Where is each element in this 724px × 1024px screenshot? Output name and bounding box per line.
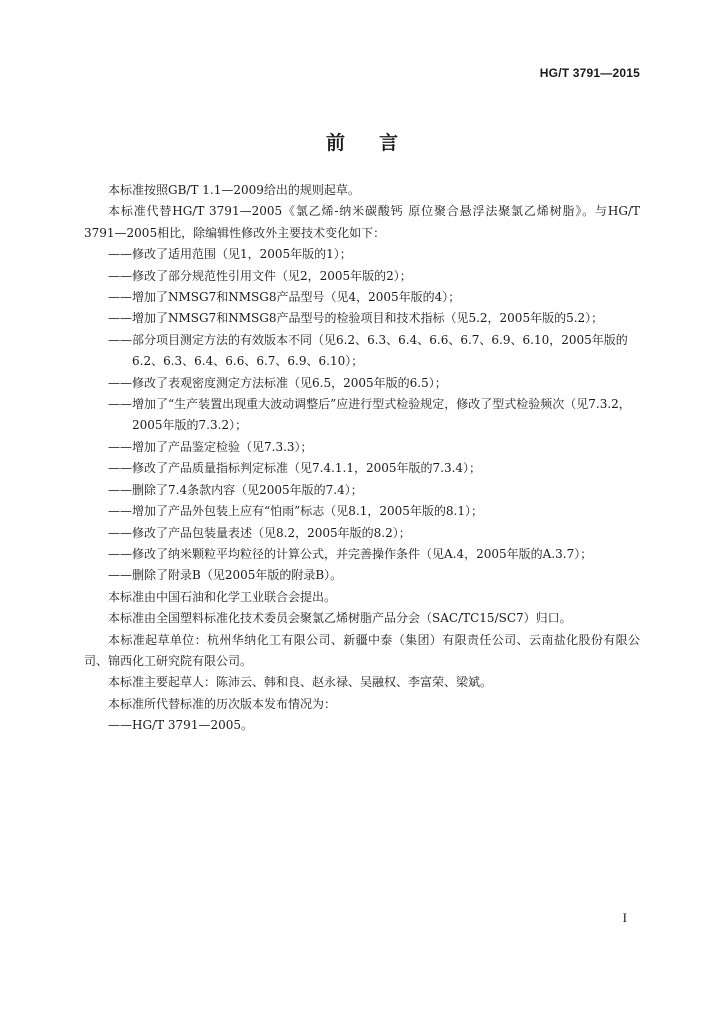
document-code: HG/T 3791—2015 <box>539 66 640 80</box>
paragraph-replacement: 本标准代替HG/T 3791—2005《氯乙烯-纳米碳酸钙 原位聚合悬浮法聚氯乙烯树脂》。与HG/T 3791—2005相比，除编辑性修改外主要技术变化如下： <box>84 204 640 240</box>
history-list-item: ——HG/T 3791—2005。 <box>108 718 253 733</box>
paragraph-drafters: 本标准主要起草人：陈沛云、韩和良、赵永禄、吴融权、李富荣、梁斌。 <box>108 675 493 690</box>
change-list-item: ——增加了产品外包装上应有“怕雨”标志（见8.1，2005年版的8.1）； <box>108 504 483 519</box>
change-list-item: ——增加了NMSG7和NMSG8产品型号（见4，2005年版的4）； <box>108 290 461 305</box>
paragraph-committee: 本标准由全国塑料标准化技术委员会聚氯乙烯树脂产品分会（SAC/TC15/SC7）归口。 <box>108 611 572 626</box>
change-list-item: ——修改了适用范围（见1，2005年版的1）； <box>108 247 352 262</box>
change-list-item: ——增加了产品鉴定检验（见7.3.3）； <box>108 439 313 454</box>
change-list-item: ——修改了产品质量指标判定标准（见7.4.1.1，2005年版的7.3.4）； <box>108 461 482 476</box>
page-number: I <box>622 910 627 925</box>
change-list-item: ——增加了“生产装置出现重大波动调整后”应进行型式检验规定，修改了型式检验频次（见7.3.2，2005年版的7.3.2）； <box>108 397 631 433</box>
change-list-item: ——修改了部分规范性引用文件（见2，2005年版的2）； <box>108 268 412 283</box>
document-body <box>84 180 640 737</box>
paragraph-history-intro: 本标准所代替标准的历次版本发布情况为： <box>108 696 337 711</box>
change-list-item: ——增加了NMSG7和NMSG8产品型号的检验项目和技术指标（见5.2，2005年版的5.2）； <box>108 311 604 326</box>
change-list-item: ——修改了产品包装量表述（见8.2，2005年版的8.2）； <box>108 525 411 540</box>
paragraph-proposer: 本标准由中国石油和化学工业联合会提出。 <box>108 589 337 604</box>
change-list-item: ——部分项目测定方法的有效版本不同（见6.2、6.3、6.4、6.6、6.7、6.9、6.10，2005年版的6.2、6.3、6.4、6.6、6.7、6.9、6.10）； <box>108 332 628 369</box>
change-list-item: ——修改了表观密度测定方法标准（见6.5，2005年版的6.5）； <box>108 375 447 390</box>
paragraph-drafting-units: 本标准起草单位：杭州华纳化工有限公司、新疆中泰（集团）有限责任公司、云南盐化股份有限公司、锦西化工研究院有限公司。 <box>84 632 640 668</box>
change-list-item: ——删除了附录B（见2005年版的附录B）。 <box>108 568 343 583</box>
paragraph-drafting-rules: 本标准按照GB/T 1.1—2009给出的规则起草。 <box>108 183 360 197</box>
change-list-item: ——删除了7.4条款内容（见2005年版的7.4）； <box>108 482 363 497</box>
change-list-item: ——修改了纳米颗粒平均粒径的计算公式，并完善操作条件（见A.4，2005年版的A.3.7）； <box>108 546 593 561</box>
page-title: 前言 <box>325 132 432 154</box>
